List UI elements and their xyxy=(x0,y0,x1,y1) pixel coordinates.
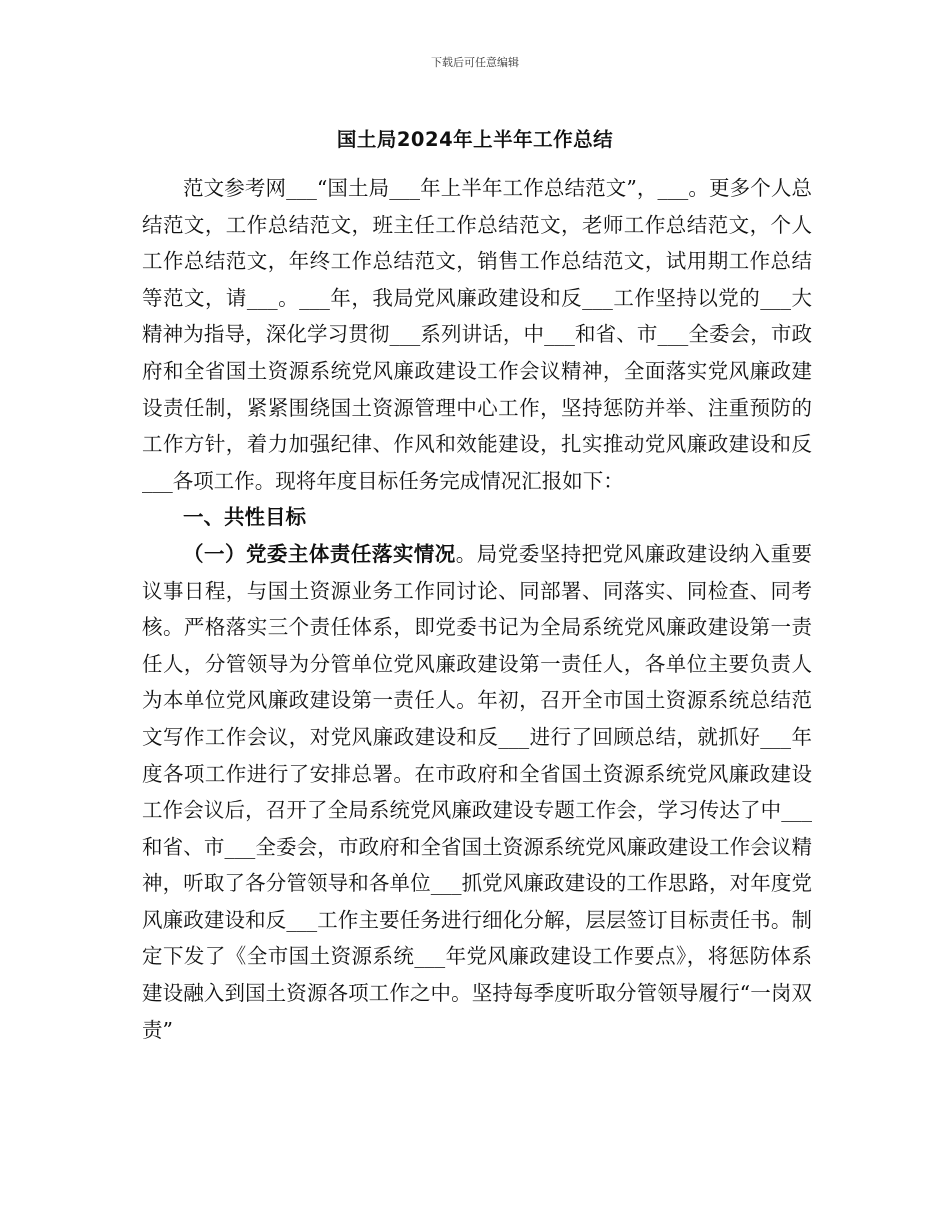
document-body xyxy=(142,170,812,1048)
page-header-note: 下载后可任意编辑 xyxy=(431,56,519,69)
intro-paragraph: 范文参考网___“国土局___年上半年工作总结范文”，___。更多个人总结范文，工作总结范文，班主任工作总结范文，老师工作总结范文，个人工作总结范文，年终工作总结范文，销售工作总结范文，试用期工作总结等范文，请___。___年，我局党风廉政建设和反___工作坚持以党的___大精神为指导，深化学习贯彻___系列讲话，中___和省、市___全委会，市政府和全省国土资源系统党风廉政建设工作会议精神，全面落实党风廉政建设责任制，紧紧围绕国土资源管理中心工作，坚持惩防并举、注重预防的工作方针，着力加强纪律、作风和效能建设，扎实推动党风廉政建设和反___各项工作。现将年度目标任务完成情况汇报如下： xyxy=(142,176,812,493)
paragraph-body-text: 。局党委坚持把党风廉政建设纳入重要议事日程，与国土资源业务工作同讨论、同部署、同落实、同检查、同考核。严格落实三个责任体系，即党委书记为全局系统党风廉政建设第一责任人，分管领导为分管单位党风廉政建设第一责任人，各单位主要负责人为本单位党风廉政建设第一责任人。年初，召开全市国土资源系统总结范文写作工作会议，对党风廉政建设和反___进行了回顾总结，就抓好___年度各项工作进行了安排总署。在市政府和全省国土资源系统党风廉政建设工作会议后，召开了全局系统党风廉政建设专题工作会，学习传达了中___和省、市___全委会，市政府和全省国土资源系统党风廉政建设工作会议精神，听取了各分管领导和各单位___抓党风廉政建设的工作思路，对年度党风廉政建设和反___工作主要任务进行细化分解，层层签订目标责任书。制定下发了《全市国土资源系统___年党风廉政建设工作要点》，将惩防体系建设融入到国土资源各项工作之中。坚持每季度听取分管领导履行“一岗双责” xyxy=(142,541,813,1042)
document-title: 国土局2024年上半年工作总结 xyxy=(336,128,614,151)
section-heading: 一、共性目标 xyxy=(183,505,306,530)
paragraph-lead-heading: （一）党委主体责任落实情况 xyxy=(183,541,456,566)
responsibility-paragraph xyxy=(142,536,812,1048)
